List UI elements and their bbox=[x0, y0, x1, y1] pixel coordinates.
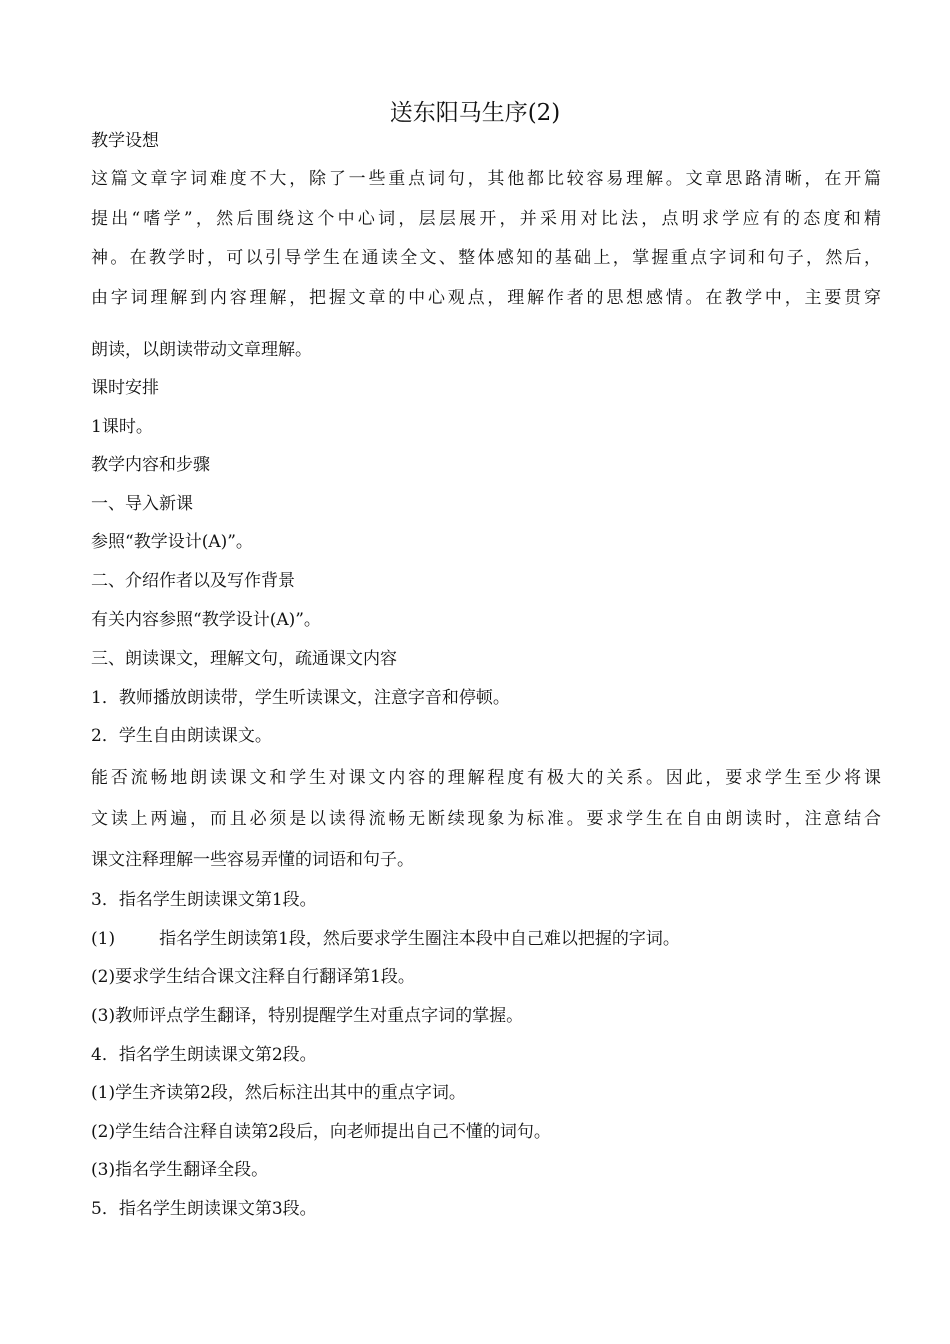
heading-teaching-idea: 教学设想 bbox=[91, 131, 159, 151]
step-item: 5．指名学生朗读课文第3段。 bbox=[91, 1199, 317, 1219]
paragraph-line: 这篇文章字词难度不大，除了一些重点词句，其他都比较容易理解。文章思路清晰，在开篇 bbox=[91, 169, 881, 189]
heading-content-steps: 教学内容和步骤 bbox=[91, 455, 210, 475]
sub-step-item: (2)学生结合注释自读第2段后，向老师提出自己不懂的词句。 bbox=[91, 1122, 551, 1142]
text-line: 1课时。 bbox=[91, 417, 153, 437]
sub-step-item: (3)指名学生翻译全段。 bbox=[91, 1160, 269, 1180]
sub-step-item: (1)学生齐读第2段，然后标注出其中的重点字词。 bbox=[91, 1083, 466, 1103]
step-item: 2．学生自由朗读课文。 bbox=[91, 726, 272, 746]
section-heading: 一、导入新课 bbox=[91, 494, 193, 514]
paragraph-line: 能否流畅地朗读课文和学生对课文内容的理解程度有极大的关系。因此，要求学生至少将课 bbox=[91, 768, 881, 788]
document-title: 送东阳马生序(2) bbox=[389, 100, 561, 126]
section-heading: 三、朗读课文，理解文句，疏通课文内容 bbox=[91, 649, 397, 669]
paragraph-line: 朗读，以朗读带动文章理解。 bbox=[91, 340, 312, 360]
sub-step-text: 指名学生朗读第1段，然后要求学生圈注本段中自己难以把握的字词。 bbox=[159, 929, 680, 949]
sub-step-item: (2)要求学生结合课文注释自行翻译第1段。 bbox=[91, 967, 415, 987]
paragraph-line: 文读上两遍，而且必须是以读得流畅无断续现象为标准。要求学生在自由朗读时，注意结合 bbox=[91, 809, 881, 829]
paragraph-line: 神。在教学时，可以引导学生在通读全文、整体感知的基础上，掌握重点字词和句子，然后， bbox=[91, 248, 881, 268]
text-line: 参照“教学设计(A)”。 bbox=[91, 532, 253, 552]
paragraph-line: 提出“嗜学”，然后围绕这个中心词，层层展开，并采用对比法，点明求学应有的态度和精 bbox=[91, 209, 881, 229]
section-heading: 二、介绍作者以及写作背景 bbox=[91, 571, 295, 591]
step-item: 1．教师播放朗读带，学生听读课文，注意字音和停顿。 bbox=[91, 688, 510, 708]
paragraph-line: 由字词理解到内容理解，把握文章的中心观点，理解作者的思想感情。在教学中，主要贯穿 bbox=[91, 288, 881, 308]
heading-class-schedule: 课时安排 bbox=[91, 378, 159, 398]
sub-step-item: (3)教师评点学生翻译，特别提醒学生对重点字词的掌握。 bbox=[91, 1006, 524, 1026]
step-item: 3．指名学生朗读课文第1段。 bbox=[91, 890, 317, 910]
sub-step-marker: (1) bbox=[91, 929, 116, 949]
paragraph-line: 课文注释理解一些容易弄懂的词语和句子。 bbox=[91, 850, 414, 870]
step-item: 4．指名学生朗读课文第2段。 bbox=[91, 1045, 317, 1065]
text-line: 有关内容参照“教学设计(A)”。 bbox=[91, 610, 321, 630]
sub-step-item bbox=[91, 928, 881, 950]
